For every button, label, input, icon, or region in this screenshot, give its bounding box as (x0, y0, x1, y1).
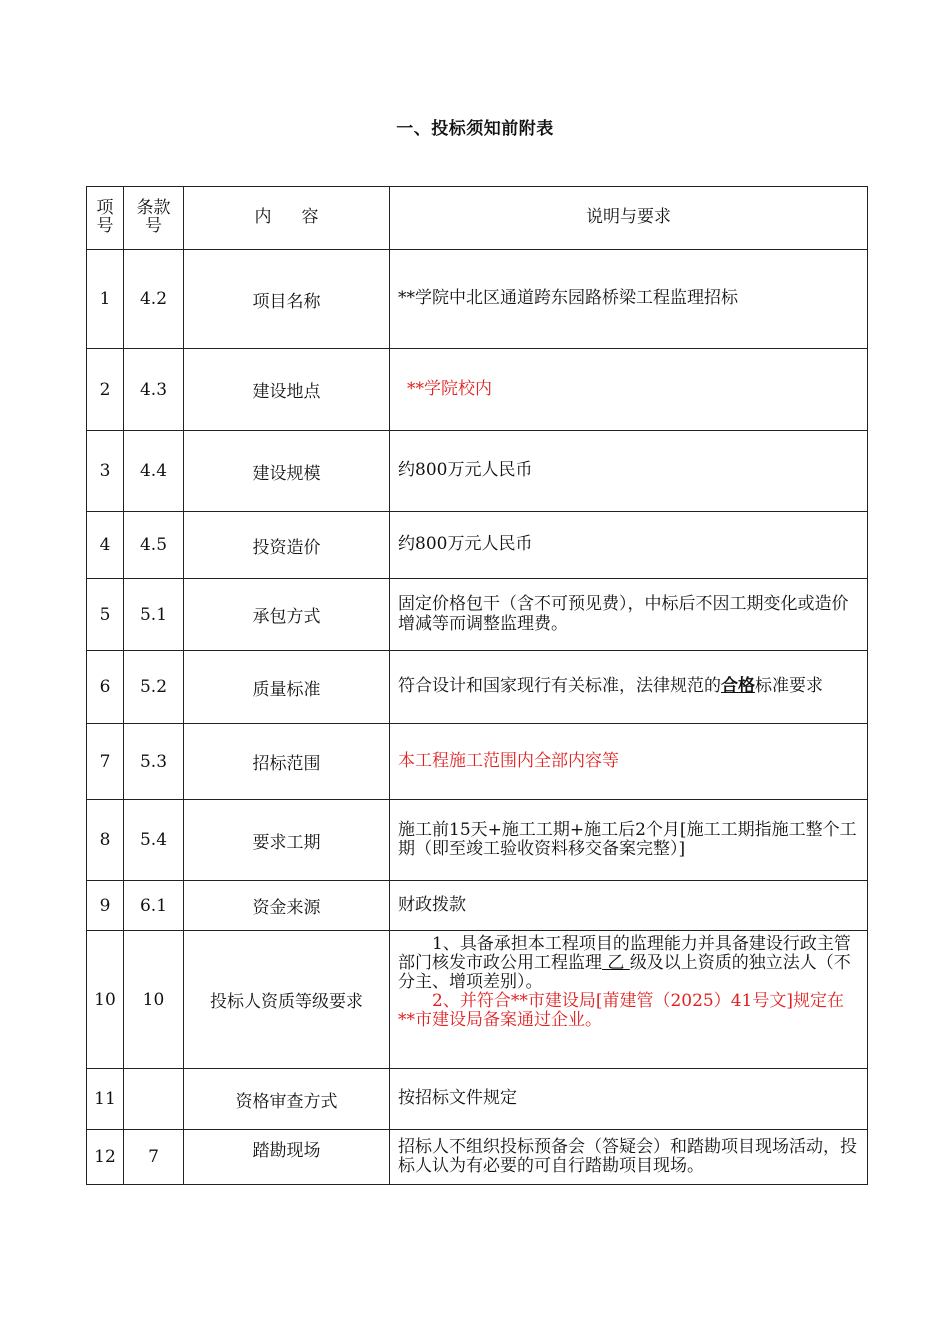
row-description (390, 651, 868, 724)
row-clause: 7 (124, 1130, 184, 1185)
row-clause: 4.4 (124, 431, 184, 512)
table-row (87, 512, 868, 579)
table-row (87, 881, 868, 931)
qualification-para-1: 1、具备承担本工程项目的监理能力并具备建设行政主管部门核发市政公用工程监理 乙 级及以上资质的独立法人（不分主、增项差别）。 (398, 934, 851, 993)
row-no: 6 (87, 651, 124, 724)
table-row (87, 349, 868, 431)
row-content: 资金来源 (184, 881, 390, 931)
table-header-row (87, 187, 868, 250)
row-content: 要求工期 (184, 800, 390, 881)
row-no: 1 (87, 250, 124, 349)
header-content: 内容 (184, 187, 390, 250)
row-content: 招标范围 (184, 724, 390, 800)
row-clause: 5.1 (124, 579, 184, 651)
row-no: 3 (87, 431, 124, 512)
table-row (87, 800, 868, 881)
row-no: 8 (87, 800, 124, 881)
row-content: 建设地点 (184, 349, 390, 431)
row-clause: 6.1 (124, 881, 184, 931)
table-row (87, 651, 868, 724)
row-content: 建设规模 (184, 431, 390, 512)
table-row (87, 579, 868, 651)
row-description: 按招标文件规定 (390, 1069, 868, 1130)
row-description: 固定价格包干（含不可预见费），中标后不因工期变化或造价增减等而调整监理费。 (390, 579, 868, 651)
row-no: 11 (87, 1069, 124, 1130)
row-clause: 4.5 (124, 512, 184, 579)
row-description: 本工程施工范围内全部内容等 (390, 724, 868, 800)
row-clause: 4.2 (124, 250, 184, 349)
row-description (390, 931, 868, 1069)
row-content: 资格审查方式 (184, 1069, 390, 1130)
row-no: 4 (87, 512, 124, 579)
table-row (87, 250, 868, 349)
row-description: 施工前15天+施工工期+施工后2个月[施工工期指施工整个工期（即至竣工验收资料移交备案完整）] (390, 800, 868, 881)
row-no: 7 (87, 724, 124, 800)
row-content: 承包方式 (184, 579, 390, 651)
header-item-no: 项号 (87, 187, 124, 250)
row-description: **学院中北区通道跨东园路桥梁工程监理招标 (390, 250, 868, 349)
table-row (87, 431, 868, 512)
qualification-grade: 乙 (602, 953, 630, 974)
quality-emphasis: 合格 (721, 676, 755, 697)
row-description: **学院校内 (390, 349, 868, 431)
row-description: 招标人不组织投标预备会（答疑会）和踏勘项目现场活动，投标人认为有必要的可自行踏勘项目现场。 (390, 1130, 868, 1185)
table-row (87, 724, 868, 800)
row-description: 财政拨款 (390, 881, 868, 931)
row-clause (124, 1069, 184, 1130)
row-clause: 5.3 (124, 724, 184, 800)
row-no: 2 (87, 349, 124, 431)
row-content: 项目名称 (184, 250, 390, 349)
page-title: 一、投标须知前附表 (396, 119, 554, 139)
row-content: 质量标准 (184, 651, 390, 724)
header-description: 说明与要求 (390, 187, 868, 250)
row-no: 12 (87, 1130, 124, 1185)
row-clause: 4.3 (124, 349, 184, 431)
table-row (87, 1130, 868, 1185)
qualification-para-2: 2、并符合**市建设局[莆建管（2025）41号文]规定在**市建设局备案通过企业。 (398, 991, 844, 1031)
table-row (87, 931, 868, 1069)
row-description: 约800万元人民币 (390, 431, 868, 512)
row-content: 投资造价 (184, 512, 390, 579)
row-description: 约800万元人民币 (390, 512, 868, 579)
bid-info-table (86, 186, 868, 1185)
table-row (87, 1069, 868, 1130)
quality-text-pre: 符合设计和国家现行有关标准，法律规范的 (398, 676, 721, 697)
row-content: 踏勘现场 (184, 1130, 390, 1185)
row-no: 10 (87, 931, 124, 1069)
row-clause: 5.2 (124, 651, 184, 724)
quality-text-post: 标准要求 (755, 676, 823, 697)
row-no: 9 (87, 881, 124, 931)
row-no: 5 (87, 579, 124, 651)
header-clause-no: 条款号 (124, 187, 184, 250)
row-content: 投标人资质等级要求 (184, 931, 390, 1069)
row-clause: 5.4 (124, 800, 184, 881)
row-clause: 10 (124, 931, 184, 1069)
